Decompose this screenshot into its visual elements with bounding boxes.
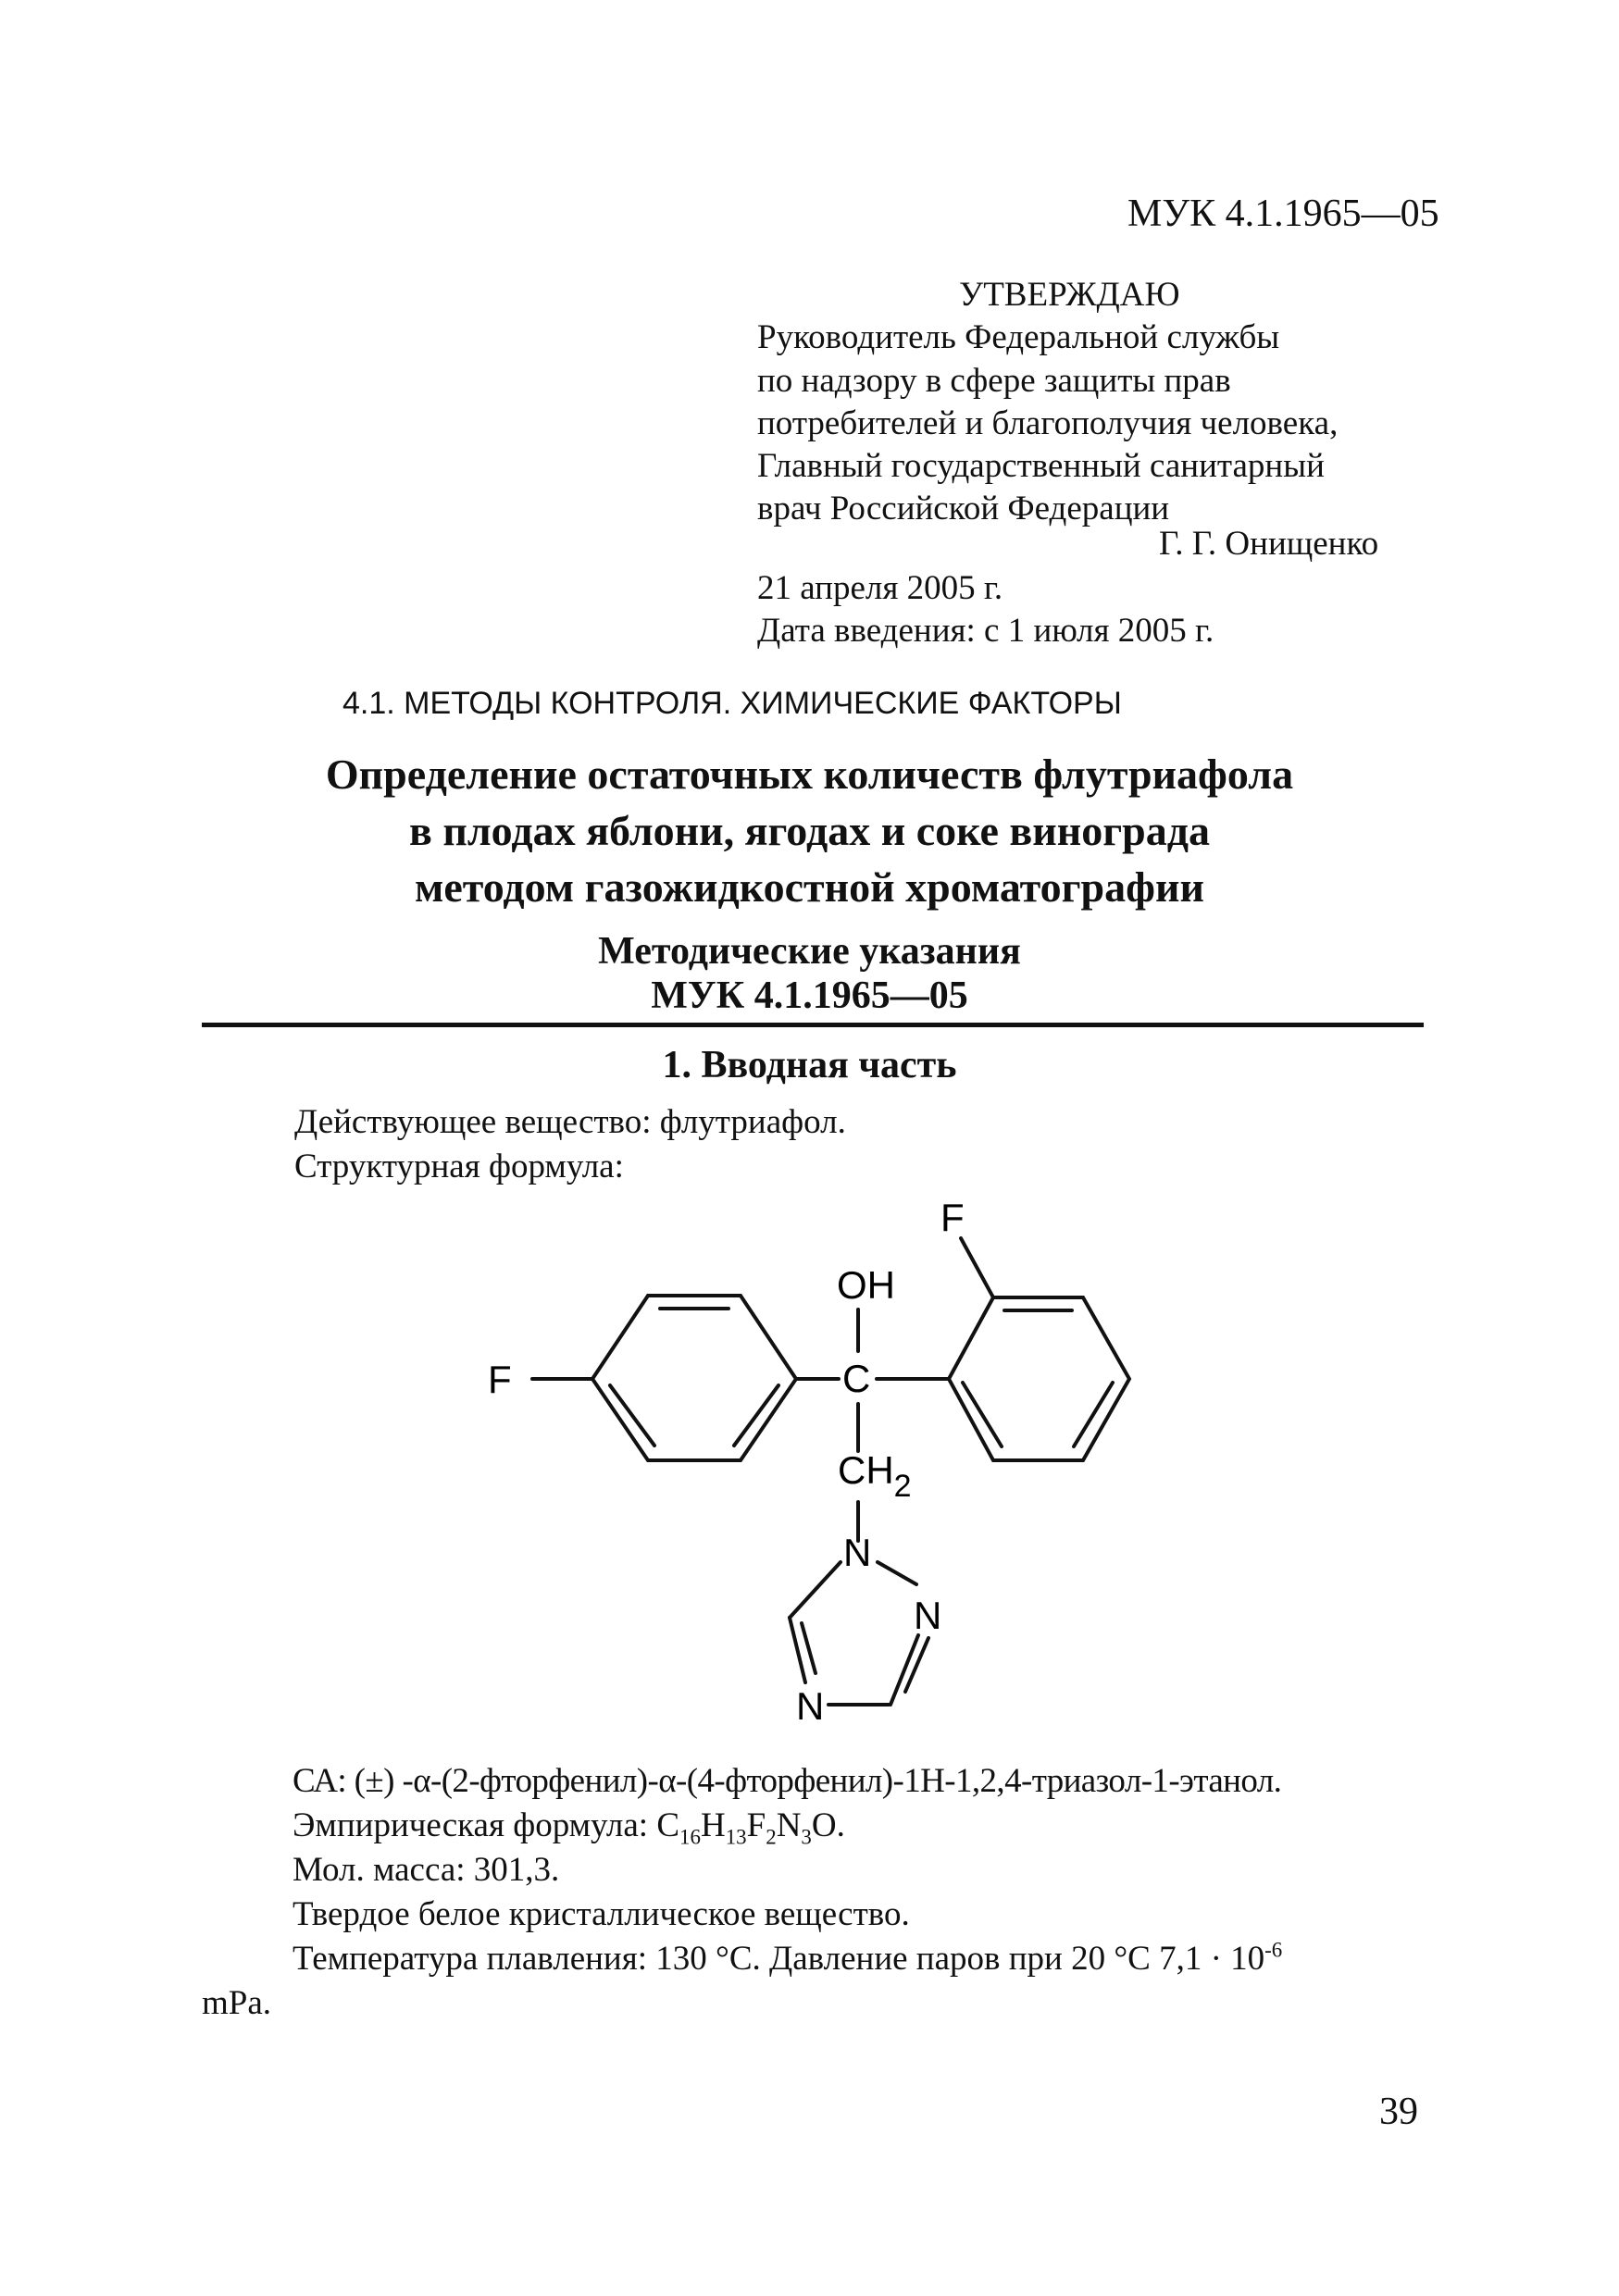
structural-formula-label: Структурная формула: xyxy=(294,1148,624,1185)
empirical-formula xyxy=(293,1805,845,1847)
horizontal-rule xyxy=(202,1023,1424,1027)
approval-line: Руководитель Федеральной службы xyxy=(757,318,1280,356)
molecular-mass: Мол. масса: 301,3. xyxy=(293,1851,560,1889)
methylene-label: $CH_2$ xyxy=(838,1448,912,1504)
nitrogen-atom-label: N xyxy=(914,1594,942,1637)
approval-date: 21 апреля 2005 г. xyxy=(757,569,1003,607)
title-line: Определение остаточных количеств флутриафола xyxy=(325,751,1294,798)
formula-subscript: 13 xyxy=(725,1825,747,1849)
chemical-name: СА: (±) -α-(2-фторфенил)-α-(4-фторфенил)-1Н-1,2,4-триазол-1-этанол. xyxy=(293,1762,1282,1800)
formula-subscript: 2 xyxy=(766,1825,777,1849)
melting-point xyxy=(293,1938,1282,1980)
subtitle-line: МУК 4.1.1965—05 xyxy=(651,974,968,1017)
section-header: 4.1. МЕТОДЫ КОНТРОЛЯ. ХИМИЧЕСКИЕ ФАКТОРЫ xyxy=(342,686,1122,721)
empirical-formula-label: Эмпирическая формула: xyxy=(293,1806,657,1844)
subtitle-line: Методические указания xyxy=(598,930,1021,973)
page-title xyxy=(0,746,1619,915)
approval-line: Главный государственный санитарный xyxy=(757,447,1325,485)
section-heading: 1. Вводная часть xyxy=(662,1044,957,1086)
formula-subscript: 16 xyxy=(679,1825,701,1849)
approval-heading: УТВЕРЖДАЮ xyxy=(959,276,1180,314)
carbon-atom-label: C xyxy=(842,1357,871,1400)
doc-code-header: МУК 4.1.1965—05 xyxy=(1127,192,1439,235)
melting-continuation: mPa. xyxy=(202,1984,272,2022)
effective-date: Дата введения: с 1 июля 2005 г. xyxy=(757,612,1214,650)
approval-line: врач Российской Федерации xyxy=(757,490,1170,527)
fluorine-atom-label: F xyxy=(488,1358,512,1401)
title-line: в плодах яблони, ягодах и соке винограда xyxy=(408,807,1210,854)
formula-element: F xyxy=(746,1806,766,1844)
approval-line: по надзору в сфере защиты прав xyxy=(757,362,1231,400)
page-subtitle xyxy=(0,929,1619,1018)
approval-line: потребителей и благополучия человека, xyxy=(757,404,1339,442)
appearance: Твердое белое кристаллическое вещество. xyxy=(293,1895,910,1933)
formula-subscript: 3 xyxy=(801,1825,812,1849)
nitrogen-atom-label: N xyxy=(796,1684,825,1728)
title-line: методом газожидкостной хроматографии xyxy=(415,863,1204,911)
formula-element: H xyxy=(700,1806,726,1844)
structural-formula-diagram xyxy=(463,1185,1166,1740)
formula-element: N xyxy=(776,1806,802,1844)
active-substance: Действующее вещество: флутриафол. xyxy=(294,1103,846,1141)
melting-text: Температура плавления: 130 °С. Давление паров при 20 °С 7,1 · 10 xyxy=(293,1940,1265,1978)
melting-exponent: -6 xyxy=(1264,1938,1283,1962)
formula-element: O. xyxy=(811,1806,845,1844)
formula-element: C xyxy=(656,1806,680,1844)
page-number: 39 xyxy=(1379,2091,1418,2133)
approval-signatory: Г. Г. Онищенко xyxy=(1159,525,1379,563)
hydroxyl-label: OH xyxy=(837,1263,895,1307)
nitrogen-atom-label: N xyxy=(843,1531,872,1574)
fluorine-atom-label: F xyxy=(940,1196,965,1239)
